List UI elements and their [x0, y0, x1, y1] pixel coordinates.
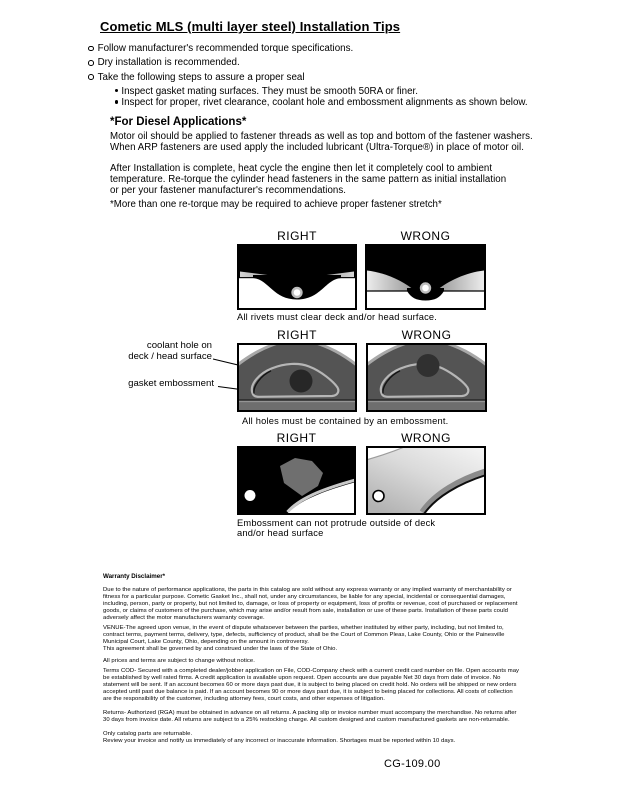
right-label: RIGHT [277, 328, 317, 342]
paragraph [110, 132, 533, 154]
text-line: Municipal Court, Lake County, Ohio, depending on the amount in controversy. [103, 638, 309, 645]
paragraph [110, 164, 506, 197]
wrong-label: WRONG [400, 229, 451, 243]
right-label: RIGHT [277, 229, 317, 243]
text-line: are the responsibility of the customer, including attorney fees, court costs, and other expenses of litigation. [103, 695, 385, 702]
text-line: or per your fastener manufacturer's recommendations. [110, 184, 346, 196]
text-line: fitness for a particular purpose. Cometic Gasket Inc., shall not, under any circumstances, be liable for any special, incidental or consequential damages, [103, 593, 506, 600]
disclaimer-paragraph [103, 731, 455, 745]
installation-tips-list [88, 43, 528, 109]
text-line: This agreement shall be governed by and construed under the laws of the State of Ohio. [103, 645, 338, 652]
list-item [88, 57, 528, 71]
disclaimer-paragraph [103, 587, 518, 622]
text-line: coolant hole on [146, 340, 212, 351]
dot-bullet-icon [115, 89, 118, 92]
hole-in-embossment-right-illustration [237, 343, 357, 412]
circle-bullet-icon [88, 60, 94, 66]
diagram-caption: All rivets must clear deck and/or head surface. [237, 311, 438, 322]
diagram-protrusion-right [237, 446, 356, 515]
list-item-text: Inspect for proper, rivet clearance, coolant hole and embossment alignments as shown below. [121, 97, 528, 109]
diagram-caption: All holes must be contained by an embossment. [242, 416, 449, 426]
text-line: deck / head surface [128, 350, 212, 362]
text-line: 30 days from invoice date. All returns are subject to a 25% restocking charge. All custom designed and custom manufactured gaskets are non-returnable. [103, 716, 510, 723]
text-line: statement will be sent. If an account becomes 60 or more days past due, it is subject to being placed on credit hold. No orders will be shipped or new orders [103, 681, 517, 688]
diagram-embossment-wrong [366, 343, 487, 412]
text-line: adversely affect the motor manufacturers warranty coverage. [103, 614, 265, 621]
right-label: RIGHT [276, 431, 317, 445]
list-item-text: Inspect gasket mating surfaces. They must be smooth 50RA or finer. [121, 86, 418, 98]
page-title: Cometic MLS (multi layer steel) Installation Tips [100, 19, 401, 34]
circle-bullet-icon [88, 46, 94, 52]
wrong-label: WRONG [401, 328, 452, 342]
text-line: Returns- Authorized (RGA) must be obtained in advance on all returns. A packing slip or invoice number must accompany the merchandise. No returns after [103, 709, 517, 716]
text-line: Terms COD- Secured with a completed dealer/jobber application on File, COD-Company check with a current credit card number on file. Open accounts may [103, 667, 520, 674]
text-line: After Installation is complete, heat cycle the engine then let it completely cool to ambient [110, 163, 493, 174]
list-item [115, 86, 528, 97]
text-line: All prices and terms are subject to change without notice. [103, 657, 255, 664]
list-item [115, 97, 528, 108]
text-line: including, person, party or property, but not limited to, damage, or loss of property or equipment, loss of profits or revenue, cost of purchased or replacement [103, 600, 518, 607]
embossment-protrusion-right-illustration [237, 446, 356, 515]
text-line: VENUE-The agreed upon venue, in the event of dispute whatsoever between the parties, whether instituted by either party, including, but not limited to, [103, 624, 504, 631]
text-line: be established by well rated firms. A credit application is available upon request. Open accounts are due payable Net 30 days from date of invoice. No [103, 674, 501, 681]
list-item-text: Dry installation is recommended. [97, 57, 240, 69]
text-line: contract terms, payment terms, delivery, type, defects, sufficiency of product, shall be the Court of Common Pleas, Lake County, Ohio or the Painesville [103, 631, 505, 638]
disclaimer-heading: Warranty Disclaimer* [103, 573, 166, 580]
diagram-protrusion-wrong [366, 446, 486, 515]
list-item-text: Take the following steps to assure a proper seal [97, 71, 305, 83]
rivet-clearance-right-illustration [237, 244, 357, 310]
text-line: Review your invoice and notify us immediately of any incorrect or inaccurate information. Shortages must be reported within 10 days. [103, 737, 456, 744]
text-line: and/or head surface [237, 527, 324, 538]
text-line: When ARP fasteners are used apply the included lubricant (Ultra-Torque®) in place of motor oil. [110, 141, 524, 153]
disclaimer-paragraph [103, 625, 504, 653]
disclaimer-paragraph [103, 668, 519, 703]
text-line: accepted until past due balance is paid. If an account becomes 90 or more days past due, it is subject to being placed for collections. All costs of collection [103, 688, 513, 695]
embossment-protrusion-wrong-illustration [366, 446, 486, 515]
text-line: temperature. Re-torque the cylinder head fasteners in the same pattern as initial installation [110, 173, 507, 185]
text-line: Due to the nature of performance applications, the parts in this catalog are sold without any express warranty or any implied warranty of merchantability or [103, 586, 512, 593]
list-item [88, 43, 528, 57]
hole-in-embossment-wrong-illustration [366, 343, 487, 412]
diagram-embossment-right [237, 343, 357, 412]
disclaimer-paragraph [103, 658, 255, 665]
text-line: goods, or claims of customers of the purchase, which may arise and/or result from sale, installation or use of these parts. Installation of these parts could [103, 607, 509, 614]
gasket-embossment-label: gasket embossment [128, 378, 214, 389]
diagram-rivet-wrong [365, 244, 486, 310]
list-item [88, 72, 528, 86]
circle-bullet-icon [88, 74, 94, 80]
text-line: Embossment can not protrude outside of deck [237, 517, 436, 528]
section-heading: *For Diesel Applications* [110, 116, 247, 128]
disclaimer-paragraph [103, 710, 517, 724]
rivet-clearance-wrong-illustration [365, 244, 486, 310]
diagram-rivet-right [237, 244, 357, 310]
diagram-caption [237, 518, 435, 538]
page-number: CG-109.00 [384, 758, 441, 770]
text-line: Motor oil should be applied to fastener threads as well as top and bottom of the fastener washers. [110, 131, 533, 142]
dot-bullet-icon [115, 100, 118, 103]
note-text: *More than one re-torque may be required to achieve proper fastener stretch* [110, 199, 442, 210]
list-item-text: Follow manufacturer's recommended torque specifications. [97, 43, 354, 54]
text-line: Only catalog parts are returnable. [103, 730, 193, 737]
wrong-label: WRONG [401, 431, 451, 445]
